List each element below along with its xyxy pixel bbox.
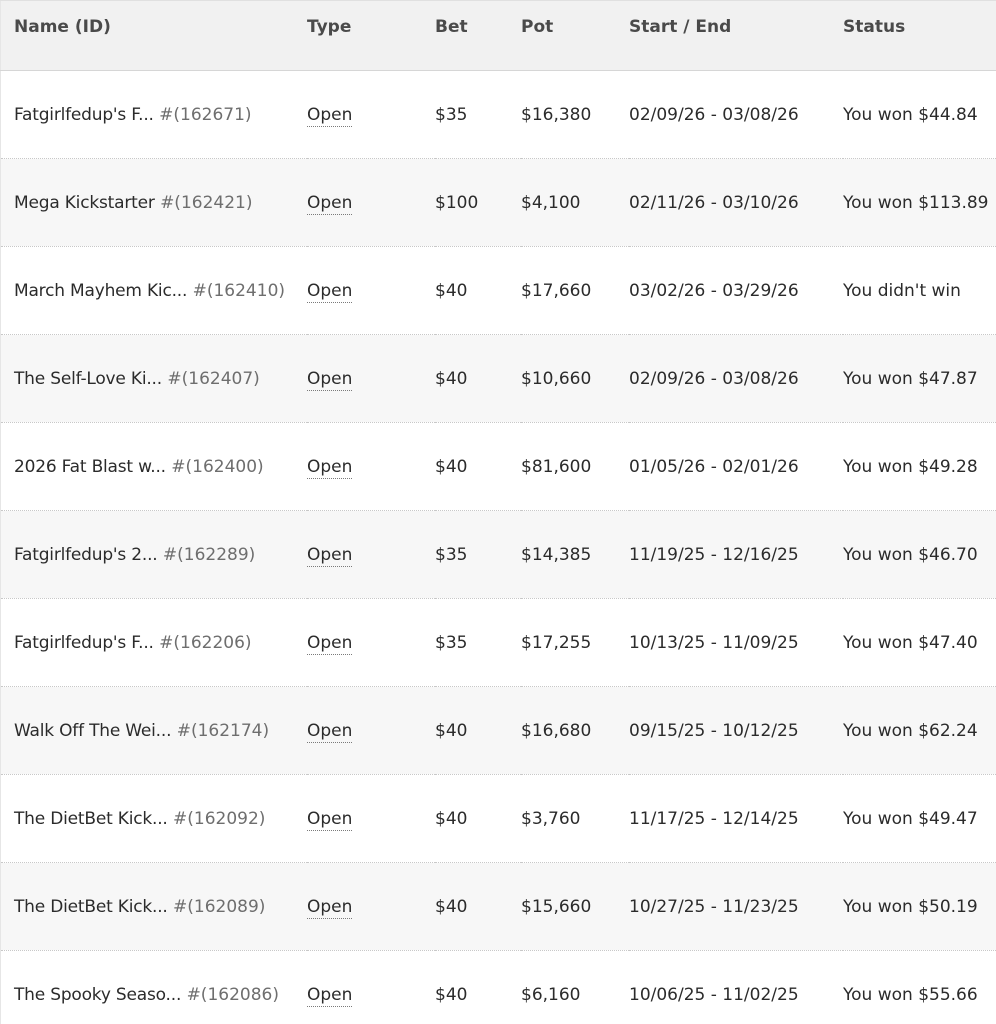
game-id: #(162407) [167,368,260,389]
dates-cell: 02/09/26 - 03/08/26 [629,104,799,125]
game-name: Fatgirlfedup's 2... [14,544,158,565]
bet-cell: $35 [435,544,468,565]
bet-cell: $35 [435,632,468,653]
pot-cell: $17,660 [521,280,592,301]
game-type-link[interactable]: Open [307,544,353,565]
pot-cell: $4,100 [521,192,581,213]
game-id: #(162410) [192,280,286,301]
pot-cell: $15,660 [521,896,592,917]
game-type-link[interactable]: Open [307,104,353,125]
table-row [1,599,996,687]
type-cell [307,599,435,687]
table-row [1,335,996,423]
dates-cell: 02/11/26 - 03/10/26 [629,192,799,213]
header-row [1,1,996,71]
game-name-cell [1,159,308,247]
game-name-cell [1,863,308,951]
table-header [1,1,996,71]
pot-cell: $14,385 [521,544,592,565]
game-name: The Spooky Seaso... [14,984,182,1005]
pot-cell: $16,680 [521,720,592,741]
column-header-dates: Start / End [629,16,732,37]
status-cell: You won $113.89 [843,192,989,213]
status-cell: You won $50.19 [843,896,978,917]
pot-cell: $10,660 [521,368,592,389]
game-name: The Self-Love Ki... [14,368,162,389]
status-cell: You won $44.84 [843,104,978,125]
table-row [1,775,996,863]
table-row [1,951,996,1024]
status-cell: You won $47.87 [843,368,978,389]
game-name: The DietBet Kick... [14,896,168,917]
column-header-bet: Bet [435,16,468,37]
dates-cell: 01/05/26 - 02/01/26 [629,456,799,477]
bet-cell: $35 [435,104,468,125]
game-type-link[interactable]: Open [307,896,353,917]
pot-cell: $16,380 [521,104,592,125]
game-id: #(162289) [162,544,256,565]
dates-cell: 11/19/25 - 12/16/25 [629,544,799,565]
status-cell: You won $46.70 [843,544,978,565]
game-name-cell [1,335,308,423]
status-cell: You didn't win [843,280,961,301]
table-row [1,511,996,599]
status-cell: You won $47.40 [843,632,978,653]
type-cell [307,775,435,863]
dates-cell: 11/17/25 - 12/14/25 [629,808,799,829]
bet-cell: $40 [435,896,468,917]
game-name: The DietBet Kick... [14,808,168,829]
game-name-cell [1,423,308,511]
game-name-cell [1,247,308,335]
type-cell [307,247,435,335]
game-name-cell [1,775,308,863]
type-cell [307,423,435,511]
game-name: Walk Off The Wei... [14,720,172,741]
game-id: #(162092) [173,808,266,829]
game-type-link[interactable]: Open [307,984,353,1005]
column-header-name: Name (ID) [14,16,111,37]
type-cell [307,71,435,159]
game-name: Fatgirlfedup's F... [14,632,154,653]
game-id: #(162086) [186,984,279,1005]
type-cell [307,951,435,1024]
game-type-link[interactable]: Open [307,280,353,301]
type-cell [307,863,435,951]
game-id: #(162400) [171,456,264,477]
bet-cell: $40 [435,720,468,741]
status-cell: You won $49.47 [843,808,978,829]
table-row [1,423,996,511]
game-name: Fatgirlfedup's F... [14,104,154,125]
game-id: #(162671) [159,104,252,125]
game-type-link[interactable]: Open [307,632,353,653]
game-name-cell [1,599,308,687]
bet-cell: $40 [435,280,468,301]
bet-cell: $40 [435,808,468,829]
game-type-link[interactable]: Open [307,808,353,829]
game-name-cell [1,71,308,159]
type-cell [307,335,435,423]
game-type-link[interactable]: Open [307,720,353,741]
game-name-cell [1,511,308,599]
column-header-status: Status [843,16,906,37]
dates-cell: 09/15/25 - 10/12/25 [629,720,799,741]
game-name: 2026 Fat Blast w... [14,456,166,477]
bet-cell: $100 [435,192,479,213]
column-header-pot: Pot [521,16,554,37]
status-cell: You won $55.66 [843,984,978,1005]
dates-cell: 10/27/25 - 11/23/25 [629,896,799,917]
type-cell [307,159,435,247]
dates-cell: 10/13/25 - 11/09/25 [629,632,799,653]
pot-cell: $6,160 [521,984,581,1005]
table-row [1,71,996,159]
dates-cell: 03/02/26 - 03/29/26 [629,280,799,301]
game-type-link[interactable]: Open [307,456,353,477]
game-name: March Mayhem Kic... [14,280,188,301]
dates-cell: 10/06/25 - 11/02/25 [629,984,799,1005]
status-cell: You won $62.24 [843,720,978,741]
column-header-type: Type [307,16,352,37]
pot-cell: $17,255 [521,632,592,653]
game-type-link[interactable]: Open [307,368,353,389]
bet-cell: $40 [435,456,468,477]
bet-cell: $40 [435,368,468,389]
pot-cell: $81,600 [521,456,592,477]
table-body [1,71,996,1024]
dates-cell: 02/09/26 - 03/08/26 [629,368,799,389]
table-row [1,247,996,335]
game-name-cell [1,951,308,1024]
game-name: Mega Kickstarter [14,192,155,213]
game-id: #(162421) [160,192,253,213]
game-type-link[interactable]: Open [307,192,353,213]
pot-cell: $3,760 [521,808,581,829]
type-cell [307,511,435,599]
game-name-cell [1,687,308,775]
type-cell [307,687,435,775]
game-id: #(162174) [176,720,270,741]
table-row [1,159,996,247]
status-cell: You won $49.28 [843,456,978,477]
game-id: #(162089) [173,896,266,917]
table-row [1,863,996,951]
table-row [1,687,996,775]
bet-cell: $40 [435,984,468,1005]
game-id: #(162206) [159,632,252,653]
